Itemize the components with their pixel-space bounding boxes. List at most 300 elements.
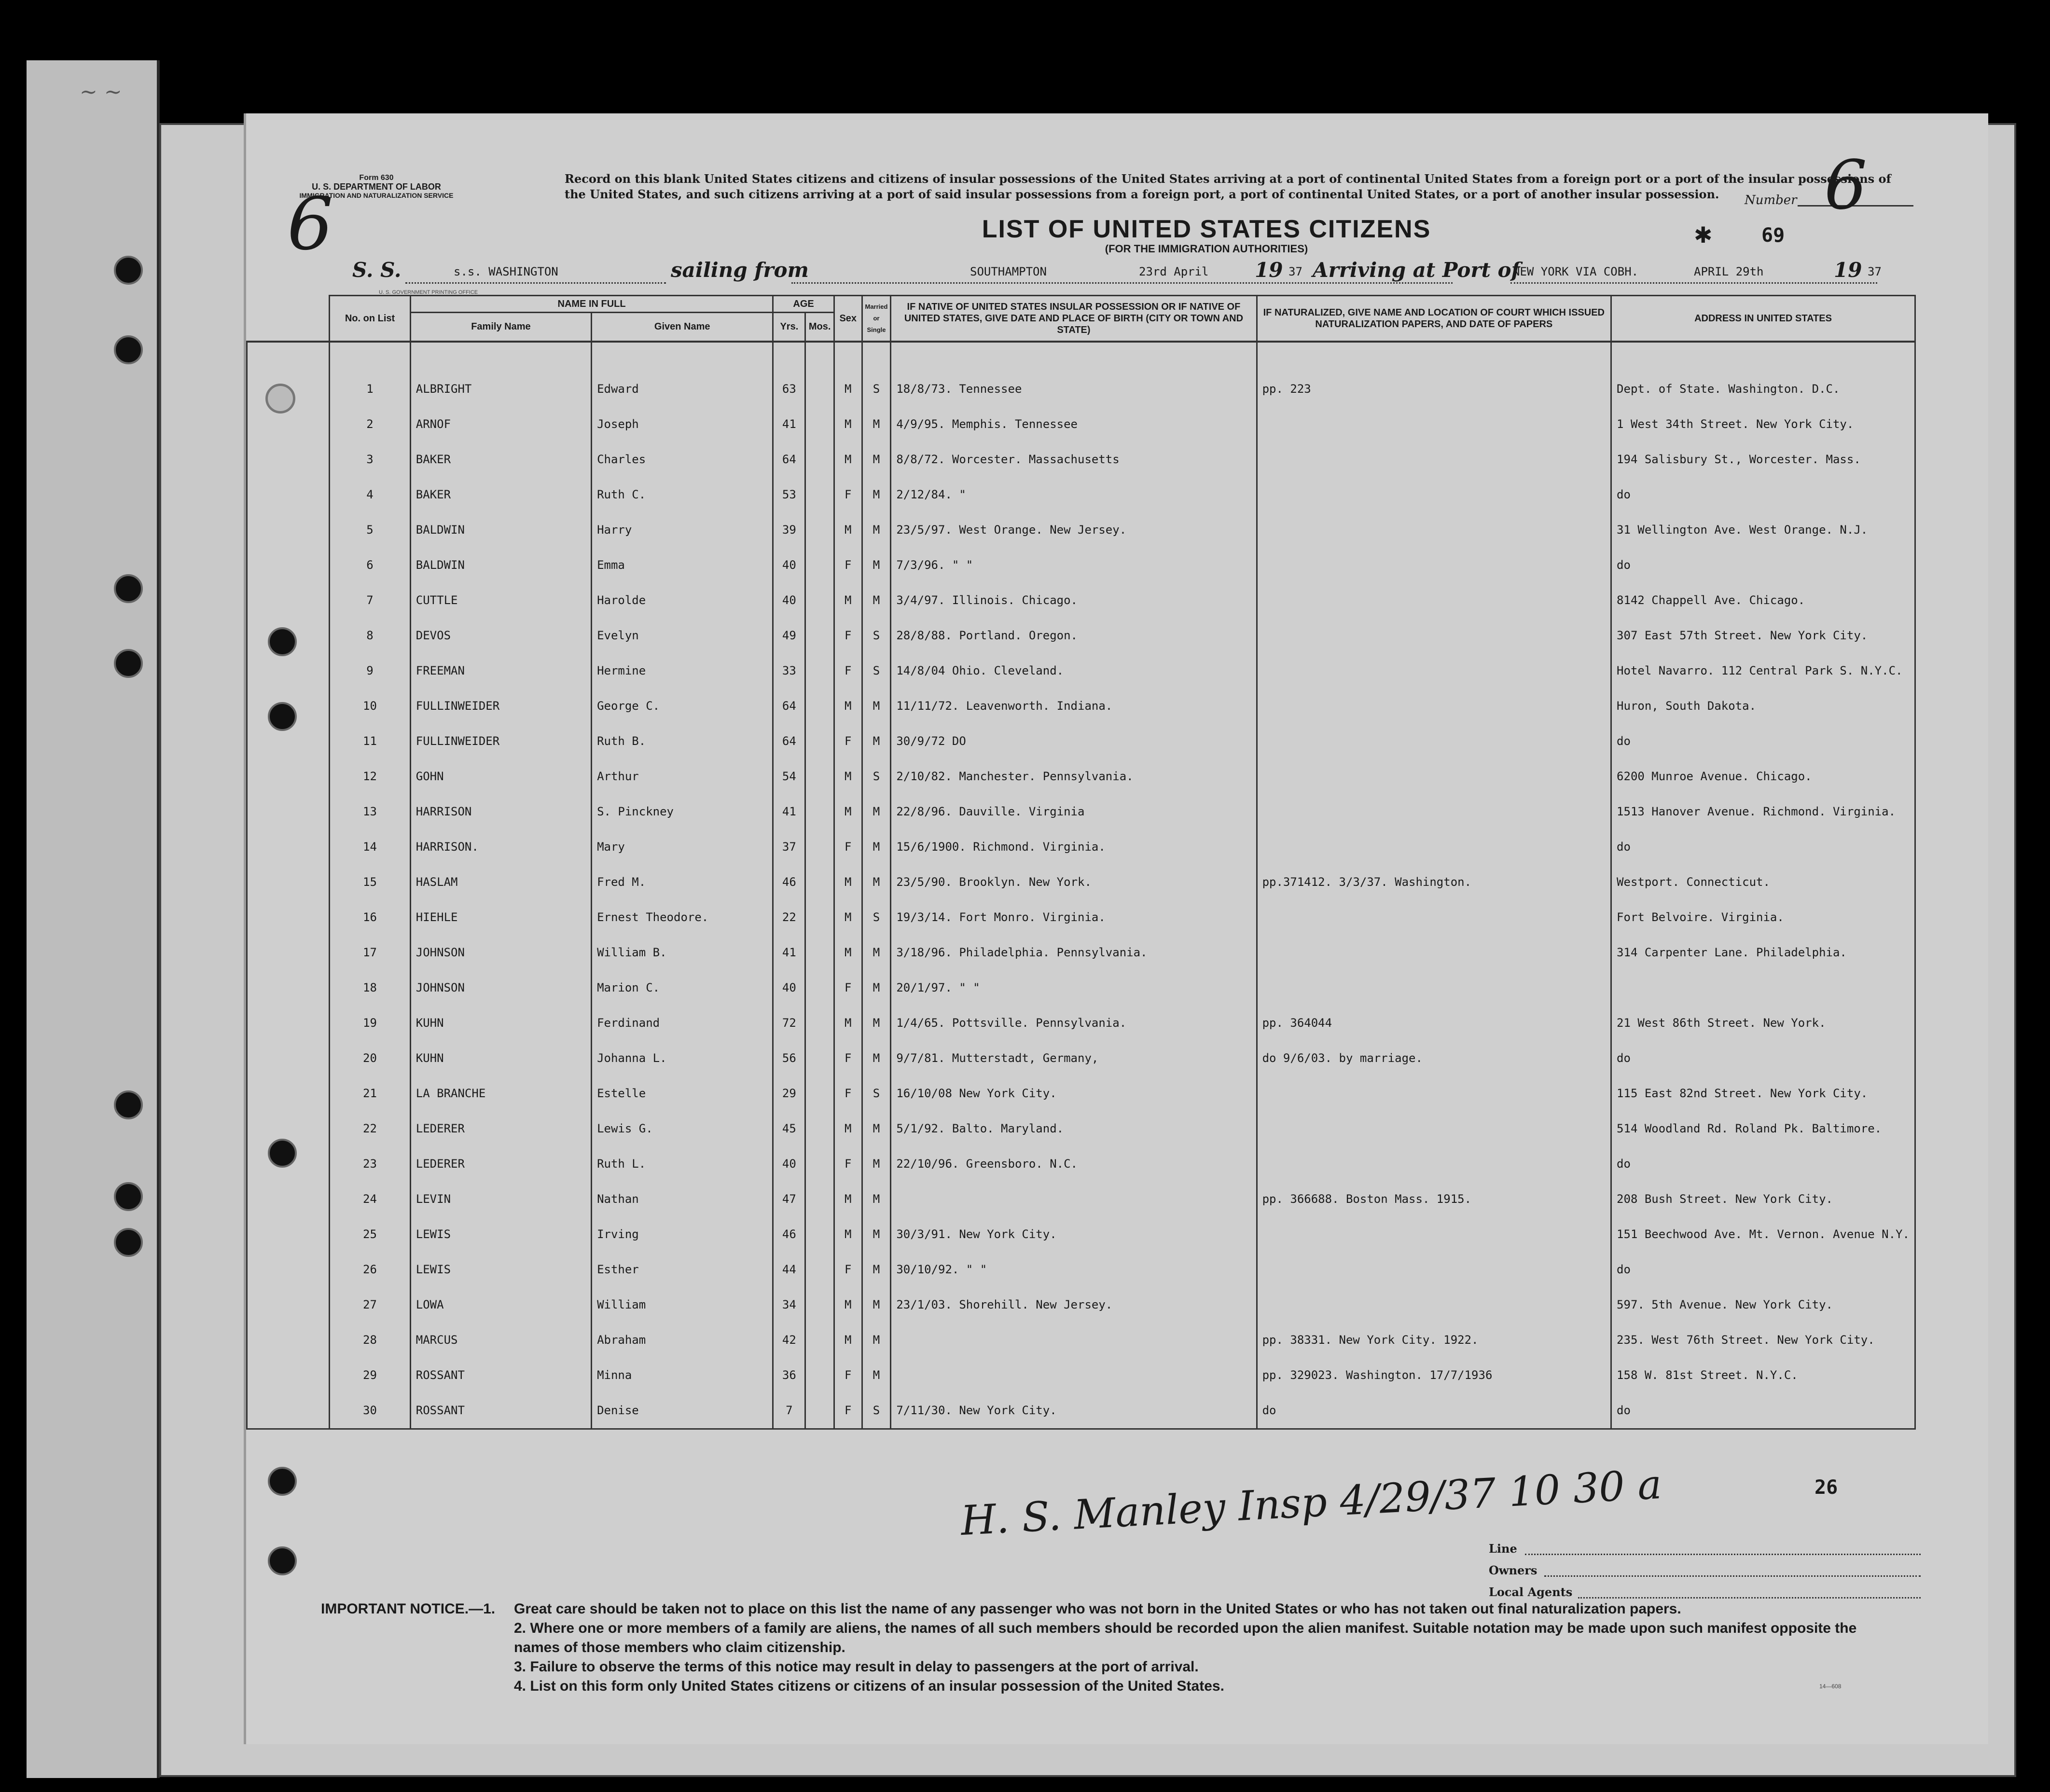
- table-row: [247, 548, 1915, 583]
- manifest-sheet: [244, 113, 1988, 1744]
- given-name: Marion C.: [592, 970, 773, 1006]
- us-address: Hotel Navarro. 112 Central Park S. N.Y.C.: [1611, 653, 1915, 689]
- us-address: 1 West 34th Street. New York City.: [1611, 407, 1915, 442]
- family-name: FULLINWEIDER: [410, 689, 591, 724]
- us-address: do: [1611, 829, 1915, 865]
- table-row: [247, 1287, 1915, 1323]
- birth-info: 18/8/73. Tennessee: [891, 372, 1257, 407]
- age-years: 41: [773, 794, 805, 829]
- naturalization-info: [1257, 689, 1611, 724]
- passenger-number: 17: [330, 935, 411, 970]
- sex: F: [834, 724, 862, 759]
- table-row: [247, 407, 1915, 442]
- us-address: 194 Salisbury St., Worcester. Mass.: [1611, 442, 1915, 477]
- sailing-year: 37: [1288, 265, 1302, 278]
- passenger-number: 22: [330, 1111, 411, 1146]
- us-address: do: [1611, 724, 1915, 759]
- given-name: George C.: [592, 689, 773, 724]
- given-name: Evelyn: [592, 618, 773, 653]
- birth-info: 3/4/97. Illinois. Chicago.: [891, 583, 1257, 618]
- punch-hole-icon: [268, 1546, 297, 1575]
- age-years: 39: [773, 512, 805, 548]
- sex: M: [834, 935, 862, 970]
- arrival-year: 37: [1868, 265, 1882, 278]
- marital-status: M: [862, 1323, 891, 1358]
- empty-cell: [805, 970, 834, 1006]
- given-name: Ruth L.: [592, 1146, 773, 1182]
- naturalization-info: [1257, 618, 1611, 653]
- naturalization-info: [1257, 970, 1611, 1006]
- family-name: LEWIS: [410, 1252, 591, 1287]
- page-number: 26: [1815, 1476, 1838, 1499]
- empty-cell: [805, 900, 834, 935]
- family-name: KUHN: [410, 1006, 591, 1041]
- birth-info: 30/10/92. " ": [891, 1252, 1257, 1287]
- arrival-year-prefix: 19: [1834, 258, 1862, 282]
- sex: F: [834, 618, 862, 653]
- local-agents-label: Local Agents: [1489, 1585, 1573, 1599]
- empty-cell: [805, 653, 834, 689]
- marital-status: M: [862, 724, 891, 759]
- passenger-number: 1: [330, 372, 411, 407]
- birth-info: 9/7/81. Mutterstadt, Germany,: [891, 1041, 1257, 1076]
- empty-cell: [247, 1217, 330, 1252]
- age-years: 64: [773, 689, 805, 724]
- age-years: 36: [773, 1358, 805, 1393]
- empty-cell: [805, 829, 834, 865]
- family-name: BALDWIN: [410, 548, 591, 583]
- empty-cell: [805, 1111, 834, 1146]
- age-years: 40: [773, 1146, 805, 1182]
- birth-info: 23/5/97. West Orange. New Jersey.: [891, 512, 1257, 548]
- naturalization-info: [1257, 442, 1611, 477]
- passenger-number: 29: [330, 1358, 411, 1393]
- sailing-year-prefix: 19: [1255, 258, 1283, 282]
- marital-status: M: [862, 865, 891, 900]
- empty-cell: [247, 653, 330, 689]
- table-row: [247, 900, 1915, 935]
- birth-info: [891, 1182, 1257, 1217]
- punch-hole-icon: [114, 649, 143, 678]
- age-years: 46: [773, 1217, 805, 1252]
- birth-info: 22/10/96. Greensboro. N.C.: [891, 1146, 1257, 1182]
- empty-cell: [247, 1358, 330, 1393]
- arrival-port: NEW YORK VIA COBH.: [1513, 265, 1639, 278]
- passenger-number: 10: [330, 689, 411, 724]
- marital-status: M: [862, 1182, 891, 1217]
- us-address: do: [1611, 1146, 1915, 1182]
- given-name: Emma: [592, 548, 773, 583]
- birth-info: 7/11/30. New York City.: [891, 1393, 1257, 1429]
- header-yrs: Yrs.: [773, 313, 805, 342]
- strip-mark: ~ ~: [80, 80, 122, 104]
- marital-status: M: [862, 1358, 891, 1393]
- marital-status: M: [862, 829, 891, 865]
- naturalization-info: [1257, 583, 1611, 618]
- family-name: LEVIN: [410, 1182, 591, 1217]
- age-years: 41: [773, 935, 805, 970]
- marital-status: M: [862, 970, 891, 1006]
- sex: M: [834, 407, 862, 442]
- us-address: 514 Woodland Rd. Roland Pk. Baltimore.: [1611, 1111, 1915, 1146]
- passenger-number: 12: [330, 759, 411, 794]
- naturalization-info: [1257, 1217, 1611, 1252]
- empty-cell: [247, 1393, 330, 1429]
- naturalization-info: [1257, 407, 1611, 442]
- form-number: Form 630: [359, 174, 394, 182]
- empty-cell: [247, 583, 330, 618]
- naturalization-info: [1257, 1287, 1611, 1323]
- table-row: [247, 1041, 1915, 1076]
- empty-cell: [247, 900, 330, 935]
- marital-status: S: [862, 618, 891, 653]
- passenger-number: 11: [330, 724, 411, 759]
- passenger-number: 16: [330, 900, 411, 935]
- passenger-number: 28: [330, 1323, 411, 1358]
- given-name: Estelle: [592, 1076, 773, 1111]
- family-name: HASLAM: [410, 865, 591, 900]
- passenger-number: 20: [330, 1041, 411, 1076]
- empty-cell: [805, 407, 834, 442]
- passenger-number: 25: [330, 1217, 411, 1252]
- punch-hole-icon: [268, 702, 297, 731]
- sex: F: [834, 548, 862, 583]
- punch-hole-icon: [265, 384, 295, 414]
- family-name: GOHN: [410, 759, 591, 794]
- marital-status: M: [862, 1287, 891, 1323]
- passenger-number: 3: [330, 442, 411, 477]
- sex: F: [834, 1252, 862, 1287]
- birth-info: 7/3/96. " ": [891, 548, 1257, 583]
- passenger-number: 6: [330, 548, 411, 583]
- us-address: Fort Belvoire. Virginia.: [1611, 900, 1915, 935]
- empty-cell: [805, 1358, 834, 1393]
- binding-strip: [27, 60, 160, 1778]
- family-name: KUHN: [410, 1041, 591, 1076]
- family-name: BAKER: [410, 477, 591, 512]
- sailing-date: 23rd April: [1139, 265, 1209, 278]
- birth-info: 4/9/95. Memphis. Tennessee: [891, 407, 1257, 442]
- us-address: 6200 Munroe Avenue. Chicago.: [1611, 759, 1915, 794]
- us-address: 8142 Chappell Ave. Chicago.: [1611, 583, 1915, 618]
- marital-status: M: [862, 1252, 891, 1287]
- empty-cell: [805, 618, 834, 653]
- punch-hole-icon: [268, 1139, 297, 1168]
- family-name: JOHNSON: [410, 970, 591, 1006]
- empty-cell: [805, 865, 834, 900]
- marital-status: M: [862, 1111, 891, 1146]
- header-sex: Sex: [834, 296, 862, 342]
- sex: M: [834, 1217, 862, 1252]
- marital-status: S: [862, 759, 891, 794]
- naturalization-info: [1257, 1111, 1611, 1146]
- given-name: Ruth B.: [592, 724, 773, 759]
- sex: M: [834, 759, 862, 794]
- naturalization-info: [1257, 548, 1611, 583]
- birth-info: 2/10/82. Manchester. Pennsylvania.: [891, 759, 1257, 794]
- sex: F: [834, 1393, 862, 1429]
- empty-cell: [247, 1252, 330, 1287]
- marital-status: M: [862, 935, 891, 970]
- passenger-number: 14: [330, 829, 411, 865]
- birth-info: 30/9/72 DO: [891, 724, 1257, 759]
- marital-status: M: [862, 689, 891, 724]
- empty-cell: [805, 1146, 834, 1182]
- table-row: [247, 1006, 1915, 1041]
- table-row: [247, 689, 1915, 724]
- birth-info: [891, 1358, 1257, 1393]
- family-name: LEWIS: [410, 1217, 591, 1252]
- table-row: [247, 1323, 1915, 1358]
- marital-status: M: [862, 1217, 891, 1252]
- empty-cell: [805, 442, 834, 477]
- age-years: 41: [773, 407, 805, 442]
- sex: M: [834, 442, 862, 477]
- empty-cell: [805, 689, 834, 724]
- marital-status: M: [862, 1041, 891, 1076]
- birth-info: 2/12/84. ": [891, 477, 1257, 512]
- family-name: LA BRANCHE: [410, 1076, 591, 1111]
- passenger-number: 5: [330, 512, 411, 548]
- form-code: 14—608: [1819, 1683, 1842, 1690]
- family-name: JOHNSON: [410, 935, 591, 970]
- birth-info: 8/8/72. Worcester. Massachusetts: [891, 442, 1257, 477]
- empty-cell: [247, 759, 330, 794]
- punch-hole-icon: [114, 1182, 143, 1211]
- age-years: 40: [773, 583, 805, 618]
- birth-info: 3/18/96. Philadelphia. Pennsylvania.: [891, 935, 1257, 970]
- list-title: LIST OF UNITED STATES CITIZENS: [982, 215, 1431, 243]
- age-years: 33: [773, 653, 805, 689]
- birth-info: 30/3/91. New York City.: [891, 1217, 1257, 1252]
- header-no: No. on List: [330, 296, 411, 342]
- given-name: Charles: [592, 442, 773, 477]
- notice-item-2: 2. Where one or more members of a family are aliens, the names of all such members should be recorded upon the alien manifest. Suitable notation may be made upon such manifest opposite the names of those members who claim citizenship.: [514, 1620, 1857, 1655]
- handwritten-mark-left: 6: [287, 182, 333, 266]
- owners-label: Owners: [1489, 1563, 1538, 1577]
- record-instruction: Record on this blank United States citizens and citizens of insular possessions of the United States arriving at a port of continental United States from a foreign port or a port of the insular possessions of the United States, and such citizens arriving at a port of said insular possessions from a foreign port, a port of continental United States, or a port of another insular possession.: [565, 172, 1891, 201]
- us-address: 151 Beechwood Ave. Mt. Vernon. Avenue N.Y.: [1611, 1217, 1915, 1252]
- age-years: 47: [773, 1182, 805, 1217]
- empty-cell: [805, 1076, 834, 1111]
- punch-hole-icon: [114, 1090, 143, 1119]
- family-name: ALBRIGHT: [410, 372, 591, 407]
- passenger-number: 21: [330, 1076, 411, 1111]
- marital-status: M: [862, 583, 891, 618]
- sailing-port: SOUTHAMPTON: [970, 265, 1047, 278]
- passenger-number: 23: [330, 1146, 411, 1182]
- family-name: LOWA: [410, 1287, 591, 1323]
- given-name: Arthur: [592, 759, 773, 794]
- table-row: [247, 583, 1915, 618]
- empty-cell: [805, 794, 834, 829]
- given-name: Johanna L.: [592, 1041, 773, 1076]
- us-address: [1611, 970, 1915, 1006]
- passenger-number: 18: [330, 970, 411, 1006]
- given-name: Ernest Theodore.: [592, 900, 773, 935]
- given-name: Edward: [592, 372, 773, 407]
- family-name: CUTTLE: [410, 583, 591, 618]
- passenger-number: 15: [330, 865, 411, 900]
- line-label: Line: [1489, 1542, 1517, 1556]
- passenger-number: 8: [330, 618, 411, 653]
- marital-status: M: [862, 512, 891, 548]
- us-address: 21 West 86th Street. New York.: [1611, 1006, 1915, 1041]
- table-row: [247, 1146, 1915, 1182]
- given-name: Lewis G.: [592, 1111, 773, 1146]
- sex: F: [834, 829, 862, 865]
- arriving-label: Arriving at Port of: [1313, 258, 1520, 282]
- us-address: 115 East 82nd Street. New York City.: [1611, 1076, 1915, 1111]
- birth-info: 23/5/90. Brooklyn. New York.: [891, 865, 1257, 900]
- sex: M: [834, 1287, 862, 1323]
- sex: M: [834, 900, 862, 935]
- naturalization-info: do: [1257, 1393, 1611, 1429]
- given-name: Harry: [592, 512, 773, 548]
- empty-cell: [247, 512, 330, 548]
- table-row: [247, 1217, 1915, 1252]
- passenger-number: 27: [330, 1287, 411, 1323]
- sex: M: [834, 689, 862, 724]
- age-years: 53: [773, 477, 805, 512]
- punch-hole-icon: [114, 256, 143, 285]
- empty-cell: [805, 548, 834, 583]
- header-age: AGE: [773, 296, 834, 313]
- age-years: 34: [773, 1287, 805, 1323]
- us-address: do: [1611, 1393, 1915, 1429]
- birth-info: 11/11/72. Leavenworth. Indiana.: [891, 689, 1257, 724]
- birth-info: 19/3/14. Fort Monro. Virginia.: [891, 900, 1257, 935]
- ss-label: S. S.: [352, 258, 402, 282]
- empty-cell: [247, 829, 330, 865]
- sex: F: [834, 1041, 862, 1076]
- birth-info: 15/6/1900. Richmond. Virginia.: [891, 829, 1257, 865]
- sex: M: [834, 372, 862, 407]
- age-years: 22: [773, 900, 805, 935]
- naturalization-info: do 9/6/03. by marriage.: [1257, 1041, 1611, 1076]
- table-row: [247, 865, 1915, 900]
- empty-cell: [247, 548, 330, 583]
- given-name: Denise: [592, 1393, 773, 1429]
- naturalization-info: [1257, 1252, 1611, 1287]
- passenger-number: 7: [330, 583, 411, 618]
- family-name: HARRISON: [410, 794, 591, 829]
- age-years: 42: [773, 1323, 805, 1358]
- sex: M: [834, 1182, 862, 1217]
- empty-cell: [247, 442, 330, 477]
- table-row: [247, 1393, 1915, 1429]
- given-name: Joseph: [592, 407, 773, 442]
- given-name: Nathan: [592, 1182, 773, 1217]
- marital-status: S: [862, 900, 891, 935]
- age-years: 7: [773, 1393, 805, 1429]
- us-address: do: [1611, 548, 1915, 583]
- punch-hole-icon: [114, 1228, 143, 1257]
- naturalization-info: [1257, 935, 1611, 970]
- inspector-signature: H. S. Manley Insp 4/29/37 10 30 a: [959, 1461, 1663, 1544]
- empty-cell: [247, 1182, 330, 1217]
- naturalization-info: pp.371412. 3/3/37. Washington.: [1257, 865, 1611, 900]
- us-address: 314 Carpenter Lane. Philadelphia.: [1611, 935, 1915, 970]
- empty-cell: [805, 724, 834, 759]
- punch-hole-icon: [268, 627, 297, 656]
- naturalization-info: [1257, 900, 1611, 935]
- empty-cell: [247, 1076, 330, 1111]
- family-name: ROSSANT: [410, 1393, 591, 1429]
- family-name: MARCUS: [410, 1323, 591, 1358]
- naturalization-info: pp. 329023. Washington. 17/7/1936: [1257, 1358, 1611, 1393]
- table-row: [247, 653, 1915, 689]
- table-row: [247, 442, 1915, 477]
- birth-info: 16/10/08 New York City.: [891, 1076, 1257, 1111]
- family-name: ARNOF: [410, 407, 591, 442]
- family-name: HARRISON.: [410, 829, 591, 865]
- naturalization-info: pp. 38331. New York City. 1922.: [1257, 1323, 1611, 1358]
- naturalization-info: [1257, 794, 1611, 829]
- us-address: Huron, South Dakota.: [1611, 689, 1915, 724]
- header-mos: Mos.: [805, 313, 834, 342]
- sex: M: [834, 1111, 862, 1146]
- age-years: 46: [773, 865, 805, 900]
- empty-cell: [247, 1287, 330, 1323]
- given-name: Irving: [592, 1217, 773, 1252]
- sex: F: [834, 1146, 862, 1182]
- number-label: Number: [1745, 193, 1797, 207]
- header-naturalized: IF NATURALIZED, GIVE NAME AND LOCATION OF COURT WHICH ISSUED NATURALIZATION PAPERS, AND DATE OF PAPERS: [1257, 296, 1611, 342]
- sex: M: [834, 865, 862, 900]
- given-name: William B.: [592, 935, 773, 970]
- naturalization-info: [1257, 1076, 1611, 1111]
- age-years: 45: [773, 1111, 805, 1146]
- empty-cell: [805, 1252, 834, 1287]
- family-name: BALDWIN: [410, 512, 591, 548]
- us-address: do: [1611, 1252, 1915, 1287]
- birth-info: [891, 1323, 1257, 1358]
- arrival-date: APRIL 29th: [1694, 265, 1764, 278]
- given-name: Mary: [592, 829, 773, 865]
- given-name: S. Pinckney: [592, 794, 773, 829]
- naturalization-info: [1257, 512, 1611, 548]
- age-years: 64: [773, 442, 805, 477]
- table-row: [247, 1182, 1915, 1217]
- us-address: 597. 5th Avenue. New York City.: [1611, 1287, 1915, 1323]
- service-name: IMMIGRATION AND NATURALIZATION SERVICE: [299, 192, 454, 199]
- empty-cell: [247, 935, 330, 970]
- table-row: [247, 724, 1915, 759]
- passenger-number: 13: [330, 794, 411, 829]
- given-name: Hermine: [592, 653, 773, 689]
- empty-cell: [805, 759, 834, 794]
- us-address: do: [1611, 1041, 1915, 1076]
- empty-cell: [805, 477, 834, 512]
- marital-status: M: [862, 407, 891, 442]
- age-years: 49: [773, 618, 805, 653]
- marital-status: S: [862, 653, 891, 689]
- empty-cell: [805, 1182, 834, 1217]
- age-years: 44: [773, 1252, 805, 1287]
- empty-cell: [247, 865, 330, 900]
- empty-cell: [247, 477, 330, 512]
- naturalization-info: [1257, 829, 1611, 865]
- birth-info: 1/4/65. Pottsville. Pennsylvania.: [891, 1006, 1257, 1041]
- birth-info: 20/1/97. " ": [891, 970, 1257, 1006]
- naturalization-info: [1257, 477, 1611, 512]
- passenger-number: 26: [330, 1252, 411, 1287]
- empty-cell: [805, 1287, 834, 1323]
- empty-cell: [247, 407, 330, 442]
- punch-hole-icon: [114, 574, 143, 603]
- age-years: 40: [773, 970, 805, 1006]
